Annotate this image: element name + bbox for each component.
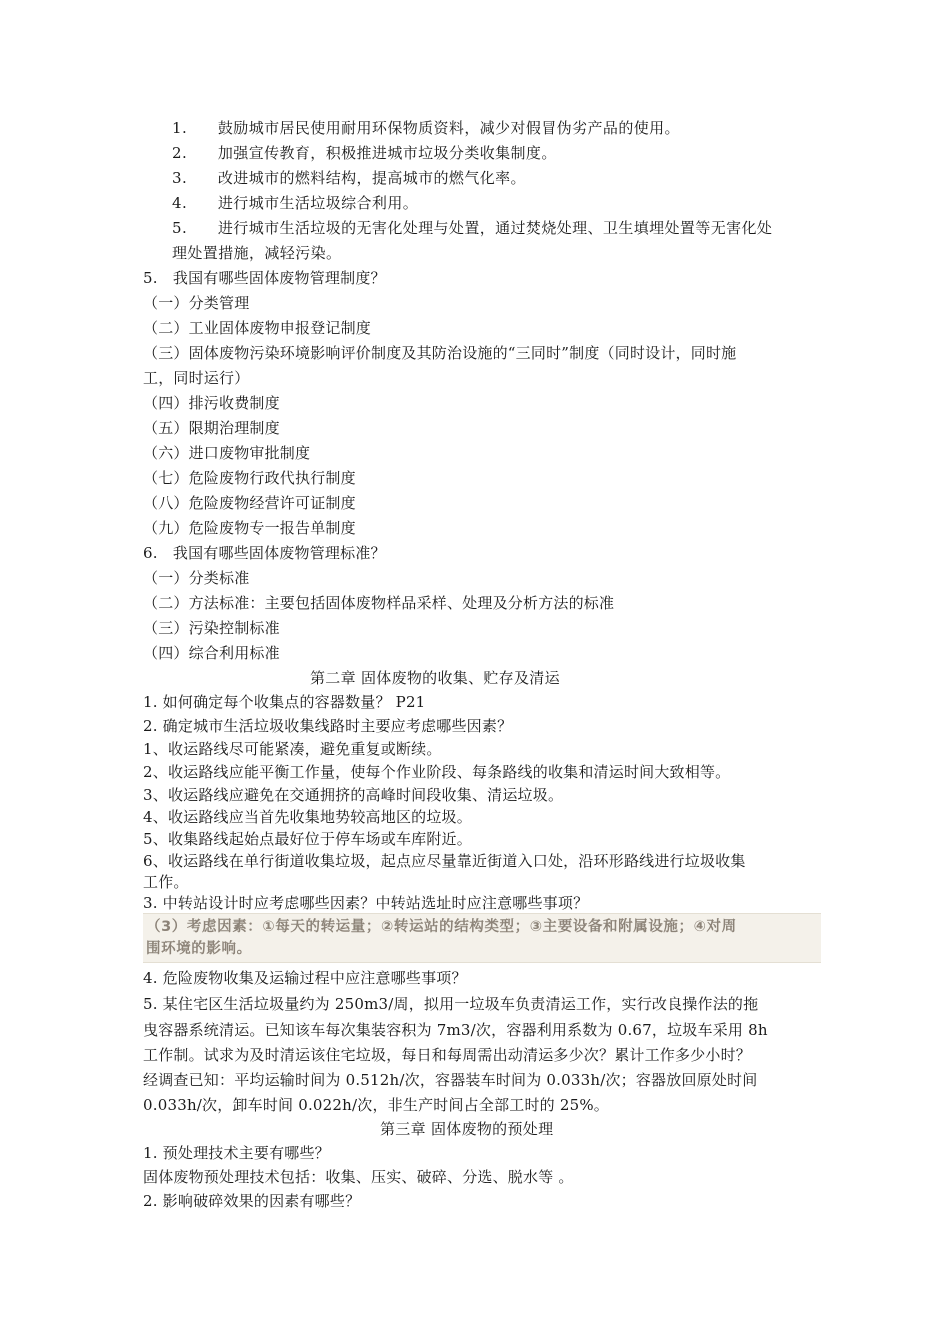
list-item: （六）进口废物审批制度 xyxy=(143,444,311,462)
question-heading: 6. 我国有哪些固体废物管理标准？ xyxy=(143,544,386,562)
list-item: 4. 进行城市生活垃圾综合利用。 xyxy=(172,194,419,212)
list-item: （四）排污收费制度 xyxy=(143,394,280,412)
list-item: （九）危险废物专一报告单制度 xyxy=(143,519,356,537)
list-item: 1、收运路线尽可能紧凑，避免重复或断续。 xyxy=(143,740,442,758)
question-heading: 1. 如何确定每个收集点的容器数量？ P21 xyxy=(143,693,426,711)
list-item: 4、收运路线应当首先收集地势较高地区的垃圾。 xyxy=(143,808,472,826)
list-item: （四）综合利用标准 xyxy=(143,644,280,662)
list-item: （一）分类管理 xyxy=(143,294,250,312)
list-item: 3. 改进城市的燃料结构，提高城市的燃气化率。 xyxy=(172,169,526,187)
problem-text: 工作制。试求为及时清运该住宅垃圾，每日和每周需出动清运多少次？累计工作多少小时？ xyxy=(143,1046,752,1064)
scanned-answer-line: （3）考虑因素：①每天的转运量；②转运站的结构类型；③主要设备和附属设施；④对周 xyxy=(146,919,737,935)
list-item: （三）污染控制标准 xyxy=(143,619,280,637)
question-heading: 3. 中转站设计时应考虑哪些因素？中转站选址时应注意哪些事项？ xyxy=(143,894,589,912)
list-item: 2、收运路线应能平衡工作量，使每个作业阶段、每条路线的收集和清运时间大致相等。 xyxy=(143,763,731,781)
scanned-answer-line: 围环境的影响。 xyxy=(146,941,252,957)
list-item: 2. 加强宣传教育，积极推进城市垃圾分类收集制度。 xyxy=(172,144,557,162)
list-item: 5. 进行城市生活垃圾的无害化处理与处置，通过焚烧处理、卫生填埋处置等无害化处 xyxy=(172,219,773,237)
list-item: 5、收集路线起始点最好位于停车场或车库附近。 xyxy=(143,830,472,848)
question-heading: 4. 危险废物收集及运输过程中应注意哪些事项？ xyxy=(143,969,467,987)
list-item-continuation: 工作。 xyxy=(143,873,189,891)
question-heading: 5. 我国有哪些固体废物管理制度？ xyxy=(143,269,386,287)
question-heading: 1. 预处理技术主要有哪些？ xyxy=(143,1144,330,1162)
answer-text: 固体废物预处理技术包括：收集、压实、破碎、分选、脱水等 。 xyxy=(143,1168,574,1186)
list-item: （五）限期治理制度 xyxy=(143,419,280,437)
problem-text: 0.033h/次，卸车时间 0.022h/次，非生产时间占全部工时的 25%。 xyxy=(143,1096,609,1114)
list-item: （七）危险废物行政代执行制度 xyxy=(143,469,356,487)
list-item: （二）方法标准：主要包括固体废物样品采样、处理及分析方法的标准 xyxy=(143,594,615,612)
problem-text: 5. 某住宅区生活垃圾量约为 250m3/周，拟用一垃圾车负责清运工作，实行改良操作法的拖 xyxy=(143,995,759,1013)
list-item: （二）工业固体废物申报登记制度 xyxy=(143,319,372,337)
list-item: 3、收运路线应避免在交通拥挤的高峰时间段收集、清运垃圾。 xyxy=(143,786,564,804)
scanned-answer-image xyxy=(143,913,821,963)
question-heading: 2. 影响破碎效果的因素有哪些？ xyxy=(143,1192,361,1210)
list-item-continuation: 工，同时运行） xyxy=(143,369,250,387)
problem-text: 曳容器系统清运。已知该车每次集装容积为 7m3/次，容器利用系数为 0.67，垃圾车采用 8h xyxy=(143,1021,768,1039)
problem-text: 经调查已知：平均运输时间为 0.512h/次，容器装车时间为 0.033h/次；容器放回原处时间 xyxy=(143,1071,758,1089)
question-heading: 2. 确定城市生活垃圾收集线路时主要应考虑哪些因素？ xyxy=(143,717,513,735)
list-item: （一）分类标准 xyxy=(143,569,250,587)
list-item: （八）危险废物经营许可证制度 xyxy=(143,494,356,512)
list-item: 6、收运路线在单行街道收集垃圾，起点应尽量靠近街道入口处，沿环形路线进行垃圾收集 xyxy=(143,852,746,870)
list-item: 1. 鼓励城市居民使用耐用环保物质资料，减少对假冒伪劣产品的使用。 xyxy=(172,119,680,137)
chapter-heading: 第三章 固体废物的预处理 xyxy=(380,1120,554,1138)
chapter-heading: 第二章 固体废物的收集、贮存及清运 xyxy=(310,669,560,687)
list-item-continuation: 理处置措施，减轻污染。 xyxy=(172,244,342,262)
list-item: （三）固体废物污染环境影响评价制度及其防治设施的“三同时”制度（同时设计，同时施 xyxy=(143,344,737,362)
